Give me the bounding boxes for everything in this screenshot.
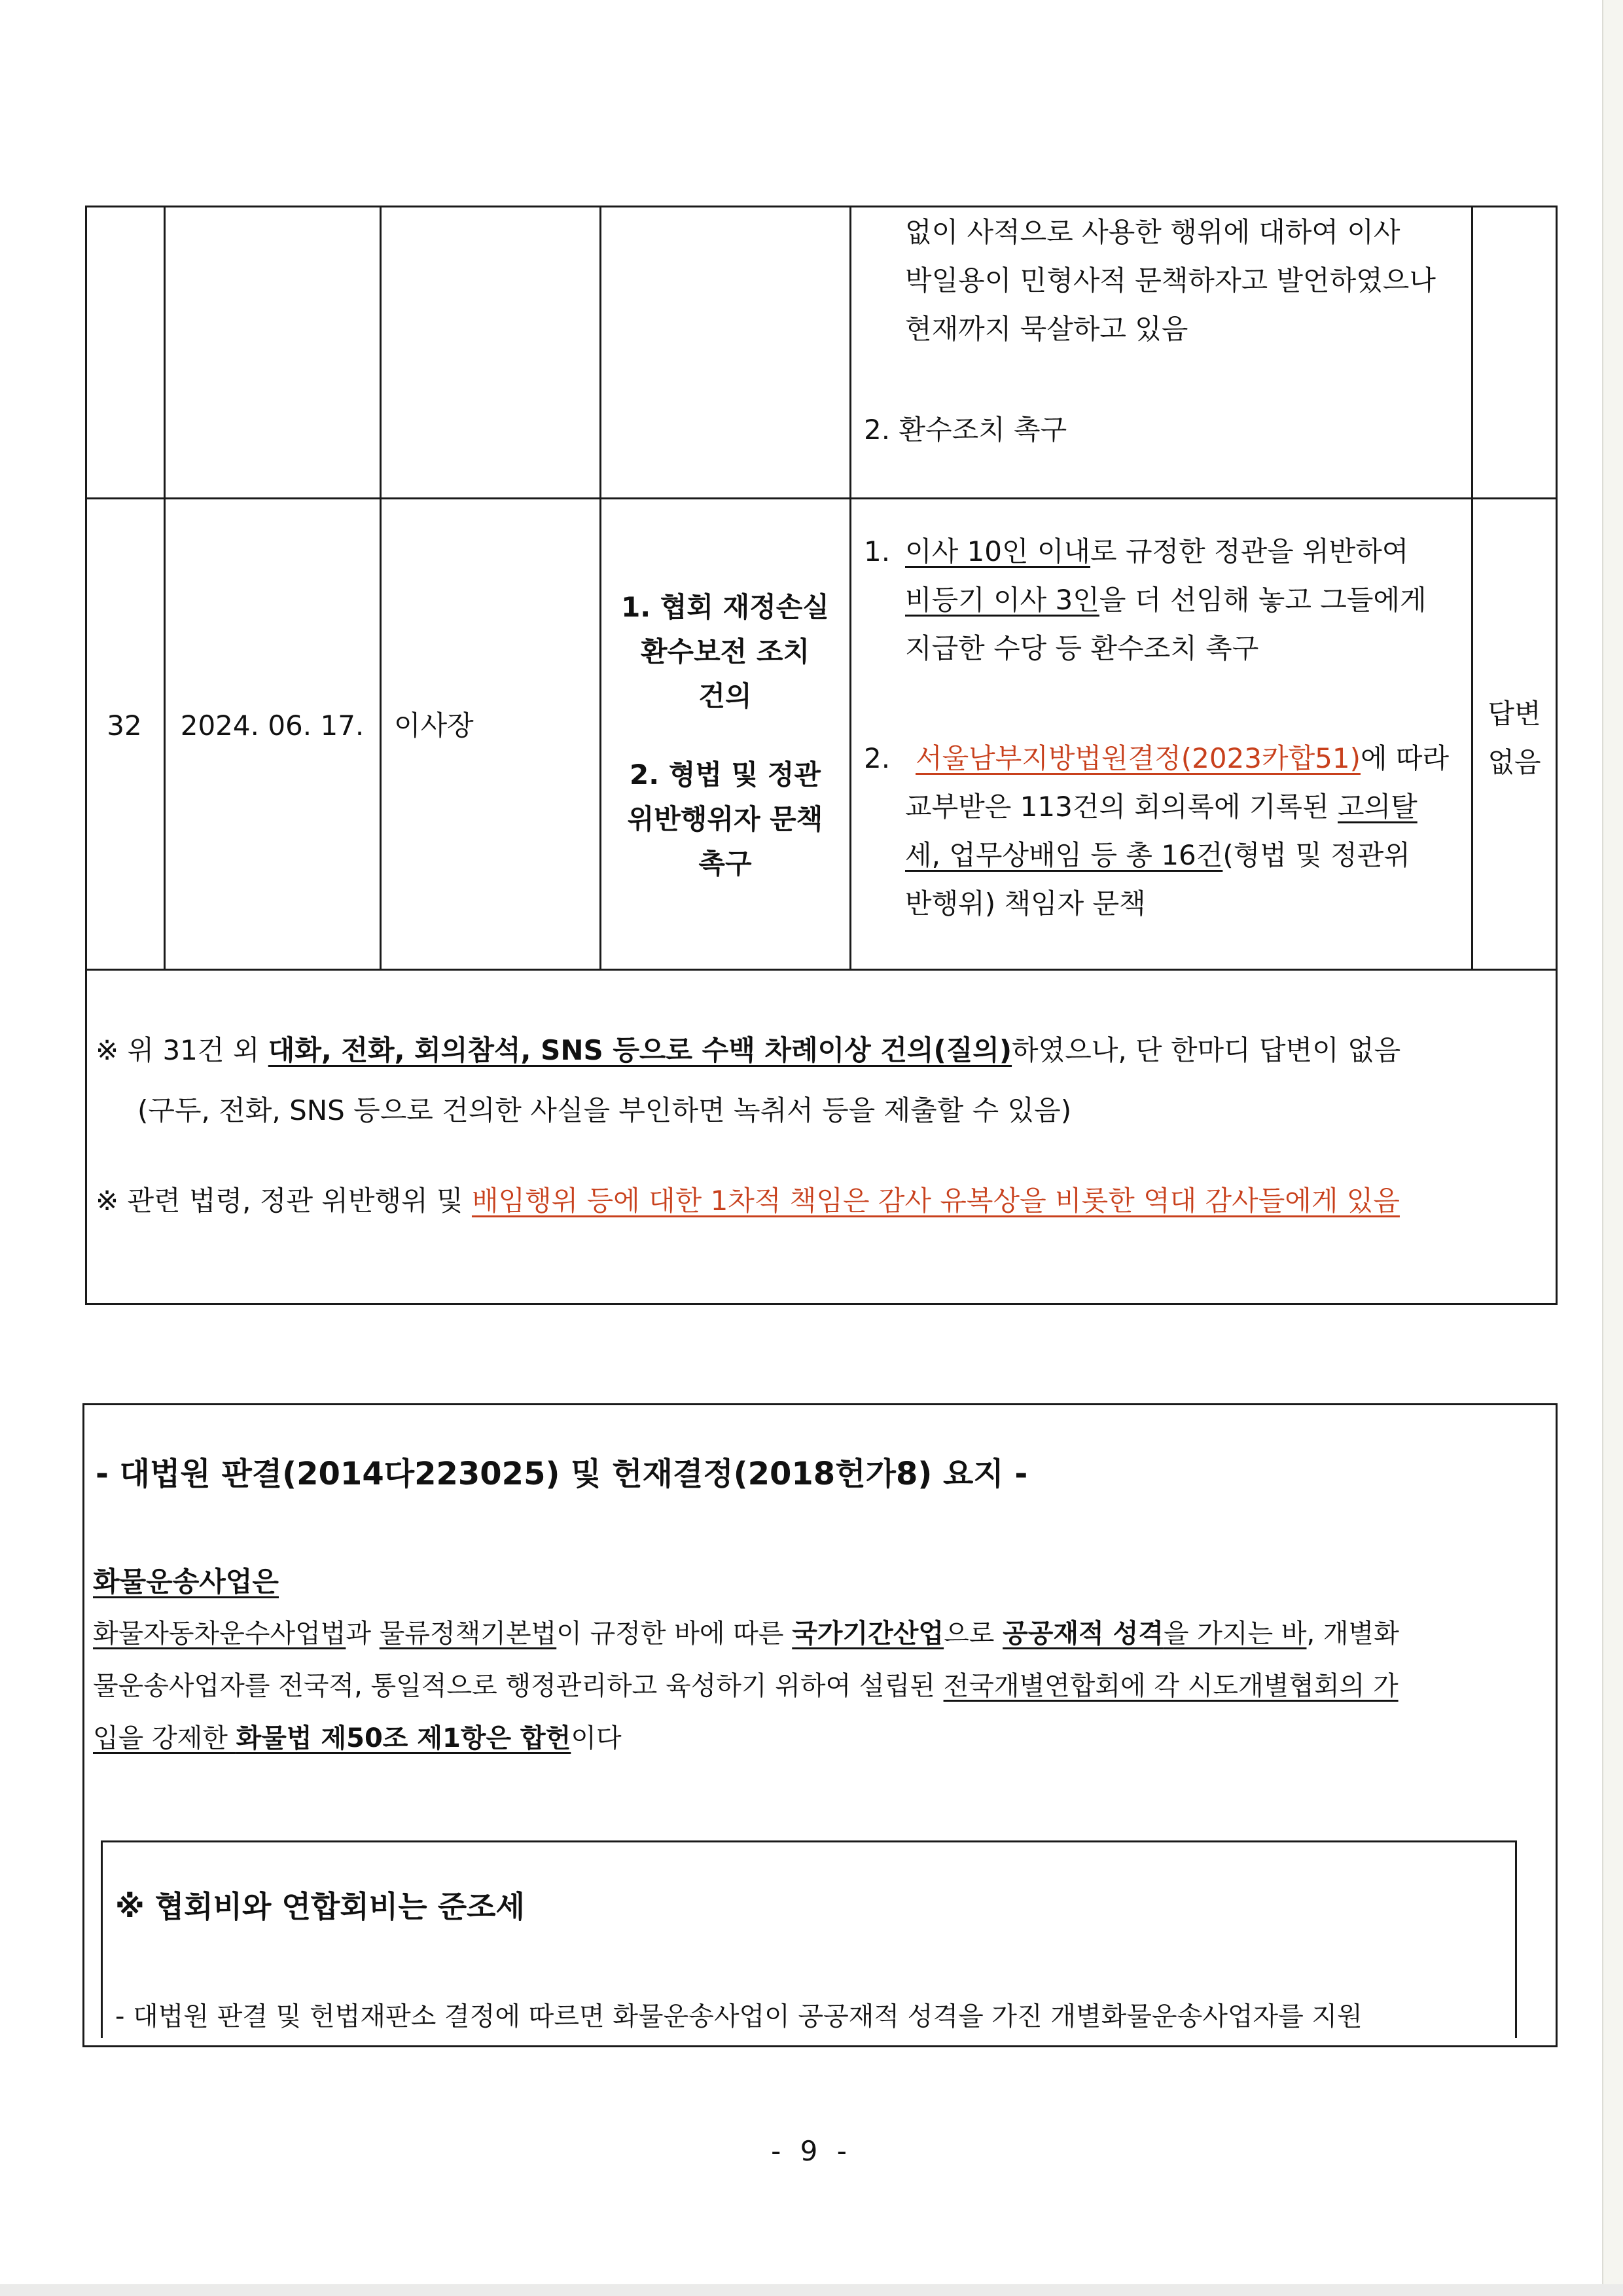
text: 과 [346, 1619, 380, 1649]
page-edge [1602, 0, 1623, 2296]
text: (형법 및 정관위 [1222, 839, 1410, 871]
page-number: - 9 - [771, 2135, 852, 2167]
item-1-number: 1. [864, 535, 891, 567]
inner-box-line: - 대법원 판결 및 헌법재판소 결정에 따르면 화물운송사업이 공공재적 성격을 가진 개별화물운송사업자를 지원 [115, 2001, 1363, 2032]
text: ※ 관련 법령, 정관 위반행위 및 [96, 1185, 472, 1217]
row-divider [85, 497, 1558, 499]
text: 이다 [571, 1723, 622, 1753]
col-divider [1471, 206, 1473, 970]
text: , 개별화 [1306, 1619, 1399, 1649]
col-divider [164, 206, 166, 970]
subject-line: 건의 [698, 680, 752, 712]
court-decision-link: 서울남부지방법원결정(2023카합51) [916, 742, 1361, 774]
row-number: 32 [107, 709, 142, 742]
row-recipient: 이사장 [394, 709, 474, 742]
text: 에 따라 [1360, 742, 1450, 774]
continued-item-2: 2. 환수조치 촉구 [864, 414, 1067, 446]
underlined-text: 이사 10인 이내 [905, 535, 1091, 567]
subject-line: 위반행위자 문책 [627, 803, 823, 835]
col-divider [849, 206, 851, 970]
content-line: 박일용이 민형사적 문책하자고 발언하였으나 [905, 264, 1436, 296]
underlined-text: 전국개별연합회에 각 시도개별협회의 가 [943, 1671, 1399, 1701]
text: 을 더 선임해 놓고 그들에게 [1099, 584, 1427, 616]
note-1-line-2: (구두, 전화, SNS 등으로 건의한 사실을 부인하면 녹취서 등을 제출할 수 있음) [137, 1094, 1072, 1126]
text: 지급한 수당 등 환수조치 촉구 [905, 632, 1259, 664]
table-bottom-border [85, 1303, 1558, 1305]
underlined-text: 비등기 이사 3인 [905, 584, 1099, 616]
row32-item-1 [905, 528, 1461, 673]
highlighted-text: 배임행위 등에 대한 1차적 책임은 감사 유복상을 비롯한 역대 감사들에게 있음 [471, 1185, 1400, 1217]
text: 으로 [944, 1619, 1003, 1649]
col-divider [85, 206, 87, 1305]
underlined-text: 을 가지는 바 [1163, 1619, 1307, 1649]
subject-line: 2. 형법 및 정관 [630, 759, 821, 791]
underlined-text: 입을 강제한 [93, 1723, 236, 1753]
item-2-number: 2. [864, 742, 891, 774]
complaint-table [85, 206, 1558, 1305]
text: 물운송사업자를 전국적, 통일적으로 행정관리하고 육성하기 위하여 설립된 [93, 1671, 944, 1701]
text: 로 규정한 정관을 위반하여 [1090, 535, 1409, 567]
row-subject [601, 585, 849, 886]
emphasized-text: 국가기간산업 [792, 1619, 944, 1649]
row-date: 2024. 06. 17. [180, 709, 365, 742]
summary-title: - 대법원 판결(2014다223025) 및 헌재결정(2018헌가8) 요지 - [96, 1456, 1028, 1492]
law-name: 화물자동차운수사업법 [93, 1619, 346, 1649]
note-2 [96, 1177, 1548, 1225]
scan-bottom-edge [0, 2284, 1623, 2296]
text: 반행위) 책임자 문책 [905, 888, 1146, 920]
emphasized-text: 대화, 전화, 회의참석, SNS 등으로 수백 차례이상 건의(질의) [268, 1034, 1012, 1066]
law-name: 물류정책기본법 [379, 1619, 557, 1649]
subject-line: 환수보전 조치 [640, 636, 810, 668]
content-line: 없이 사적으로 사용한 행위에 대하여 이사 [905, 216, 1400, 248]
text: 이 규정한 바에 따른 [556, 1619, 793, 1649]
row-divider [85, 969, 1558, 971]
reply-line: 없음 [1488, 746, 1541, 778]
subject-line: 촉구 [698, 848, 752, 880]
reply-line: 답변 [1488, 698, 1541, 730]
underlined-text: 세, 업무상배임 등 총 16건 [905, 839, 1223, 871]
subject-line: 1. 협회 재정손실 [621, 591, 829, 623]
text: 하였으나, 단 한마디 답변이 없음 [1012, 1034, 1401, 1066]
note-1 [96, 1026, 1548, 1075]
summary-subheading: 화물운송사업은 [93, 1566, 279, 1598]
continued-content [905, 208, 1461, 353]
emphasized-text: 화물법 제50조 제1항은 합헌 [236, 1723, 571, 1753]
underlined-text: 고의탈 [1338, 791, 1418, 823]
col-divider [380, 206, 382, 970]
text: 교부받은 113건의 회의록에 기록된 [905, 791, 1338, 823]
emphasized-text: 공공재적 성격 [1003, 1619, 1164, 1649]
summary-paragraph [93, 1607, 1520, 1765]
content-line: 현재까지 묵살하고 있음 [905, 313, 1188, 345]
row32-item-2 [905, 734, 1461, 928]
text: ※ 위 31건 외 [96, 1034, 268, 1066]
reply-status [1472, 690, 1556, 787]
table-top-border [85, 206, 1558, 207]
inner-box-title: ※ 협회비와 연합회비는 준조세 [115, 1889, 525, 1924]
